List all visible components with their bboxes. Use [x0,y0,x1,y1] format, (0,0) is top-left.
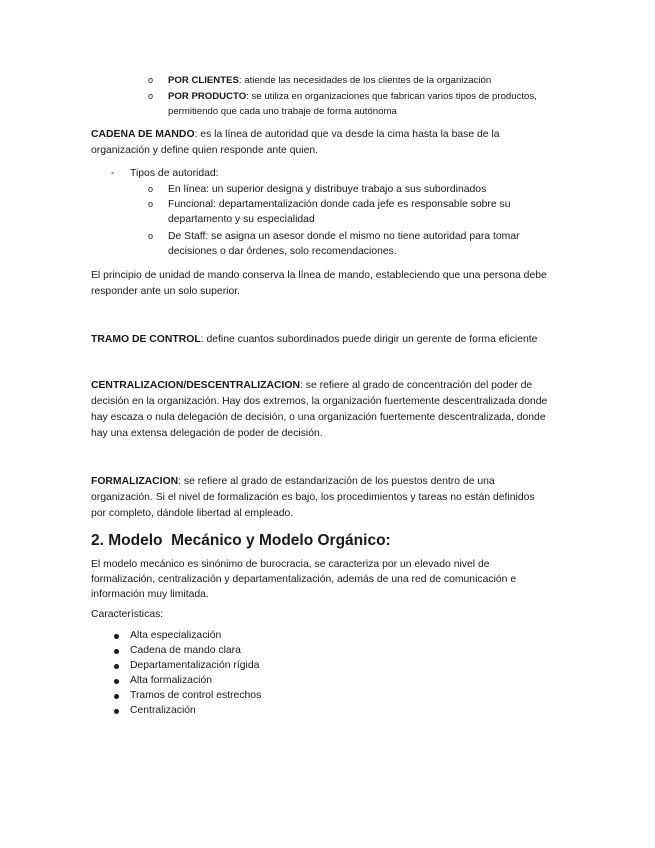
list-item: Alta especialización [130,630,222,641]
list-item-por-clientes [168,73,491,88]
term-title: POR CLIENTES [168,75,239,86]
bullet-icon [114,649,119,654]
bullet-icon [114,634,119,639]
list-marker: - [111,168,115,179]
term-text: : se refiere al grado de concentración del poder de [299,380,533,391]
list-item-continuation: departamento y su especialidad [168,214,315,225]
paragraph-modelo-mecanico: El modelo mecánico es sinónimo de burocracia, se caracteriza por un elevado nivel de [91,559,490,570]
list-item: Centralización [130,705,196,716]
paragraph-line: organización. Si el nivel de formalización es bajo, los procedimientos y tareas no están definidos [91,492,535,503]
list-item-en-linea: En línea: un superior designa y distribuye trabajo a sus subordinados [168,184,487,195]
term-title: CENTRALIZACION/DESCENTRALIZACION [91,380,300,391]
list-marker: o [148,184,154,194]
list-item-continuation: permitiendo que cada uno trabaje de forma autónoma [168,106,397,117]
list-item-por-producto [168,89,537,104]
bullet-icon [114,709,119,714]
paragraph-centralizacion [91,378,532,394]
list-marker: o [148,91,154,101]
term-text: : atiende las necesidades de los clientes de la organización [238,75,492,86]
bullet-icon [114,679,119,684]
list-item: Cadena de mando clara [130,645,241,656]
paragraph-line: hay escaza o nula delegación de decisión, o una organización fuertemente descentralizada, donde [91,412,546,423]
list-item: Departamentalización rígida [130,660,260,671]
paragraph-line: organización y define quien responde ante quien. [91,145,319,156]
paragraph-line: formalización, centralización y departamentalización, además de una red de comunicación e [91,574,517,585]
term-text: : define cuantos subordinados puede dirigir un gerente de forma eficiente [200,334,538,345]
term-title: POR PRODUCTO [168,91,247,102]
paragraph-line: responder ante un solo superior. [91,286,241,297]
term-title: FORMALIZACION [91,476,179,487]
paragraph-tramo-de-control [91,332,537,348]
list-marker: o [148,199,154,209]
list-item-continuation: decisiones o dar órdenes, solo recomendaciones. [168,246,397,257]
list-item: Alta formalización [130,675,213,686]
term-title: CADENA DE MANDO [91,129,195,140]
paragraph-line: por completo, dándole libertad al empleado. [91,508,294,519]
list-marker: o [148,231,154,241]
paragraph-line: información muy limitada. [91,589,209,600]
caracteristicas-label: Características: [91,609,164,620]
list-marker: o [148,75,154,85]
paragraph-cadena-de-mando [91,127,500,143]
paragraph-unidad-de-mando: El principio de unidad de mando conserva la línea de mando, estableciendo que una persona debe [91,270,547,281]
tipos-autoridad-label: Tipos de autoridad: [130,168,219,179]
list-item-de-staff: De Staff: se asigna un asesor donde el mismo no tiene autoridad para tomar [168,231,520,242]
term-text: : es la línea de autoridad que va desde la cima hasta la base de la [194,129,500,140]
section-heading: 2. Modelo Mecánico y Modelo Orgánico: [91,532,391,549]
paragraph-line: decisión en la organización. Hay dos extremos, la organización fuertemente descentralizada donde [91,396,548,407]
list-item-funcional: Funcional: departamentalización donde cada jefe es responsable sobre su [168,199,511,210]
term-text: : se refiere al grado de estandarización de los puestos dentro de una [178,476,495,487]
list-item: Tramos de control estrechos [130,690,262,701]
paragraph-line: hay una extensa delegación de poder de decisión. [91,428,323,439]
term-text: : se utiliza en organizaciones que fabrican varios tipos de productos, [246,91,537,102]
paragraph-formalizacion [91,474,495,490]
bullet-icon [114,664,119,669]
term-title: TRAMO DE CONTROL [91,334,201,345]
bullet-icon [114,694,119,699]
